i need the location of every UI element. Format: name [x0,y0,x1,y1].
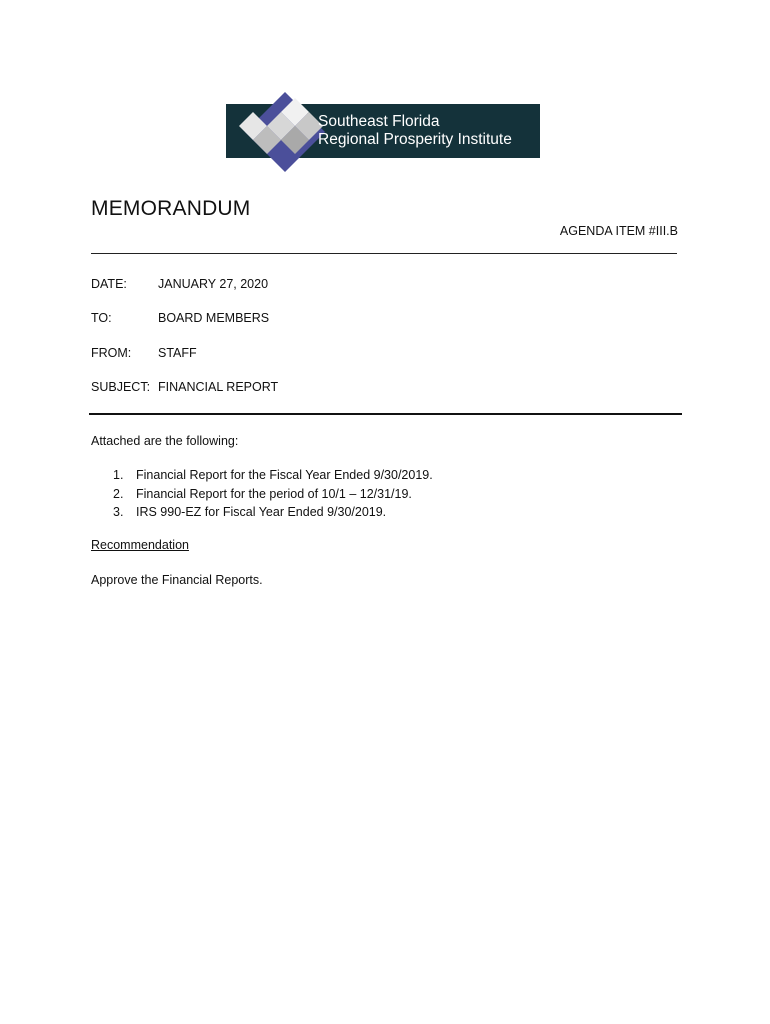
logo-line-2: Regional Prosperity Institute [318,131,512,148]
header-divider [91,253,677,254]
organization-logo [226,92,540,172]
memo-title: MEMORANDUM [91,197,251,220]
list-item-number: 2. [113,486,124,501]
list-item-text: Financial Report for the period of 10/1 – 12/31/19. [136,486,412,501]
from-value: STAFF [158,346,197,360]
date-value: JANUARY 27, 2020 [158,277,269,291]
logo-text [318,113,512,149]
to-label: TO: [91,311,112,325]
subject-label: SUBJECT: [91,380,151,394]
intro-text: Attached are the following: [91,434,239,448]
list-item-text: IRS 990-EZ for Fiscal Year Ended 9/30/2019. [136,505,387,519]
recommendation-heading: Recommendation [91,538,189,552]
from-label: FROM: [91,346,132,360]
subject-divider [89,413,682,415]
list-item-number: 3. [113,505,124,519]
subject-value: FINANCIAL REPORT [158,380,279,394]
date-label: DATE: [91,277,127,291]
to-value: BOARD MEMBERS [158,311,270,325]
logo-line-1: Southeast Florida [318,113,440,130]
agenda-item: AGENDA ITEM #III.B [559,224,678,238]
recommendation-text: Approve the Financial Reports. [91,573,263,587]
list-item-text: Financial Report for the Fiscal Year Ended 9/30/2019. [136,468,433,482]
list-item-number: 1. [113,468,124,482]
